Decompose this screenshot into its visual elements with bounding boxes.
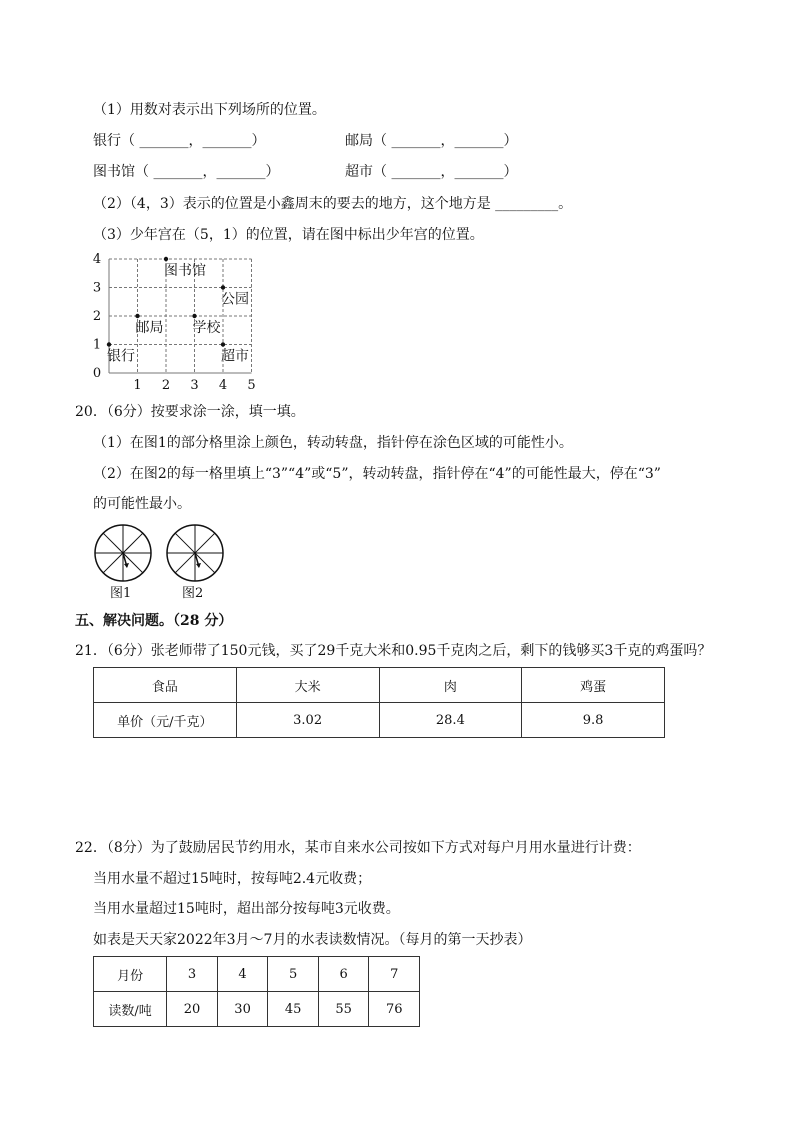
table-header-row (94, 957, 420, 992)
place-label: 邮局 (135, 320, 164, 336)
table-cell: 月份 (94, 957, 167, 992)
x-tick-label: 4 (218, 378, 228, 393)
table-cell: 30 (217, 992, 268, 1027)
table-cell: 45 (268, 992, 319, 1027)
place-label: 银行 (107, 348, 135, 365)
table-cell: 3 (167, 957, 218, 992)
q19-part1: （1）用数对表示出下列场所的位置。 (93, 102, 326, 118)
spinner-pointer-arrowhead (196, 563, 201, 568)
fig1-label: 图1 (110, 586, 132, 601)
q21-price-table (93, 667, 665, 738)
q22-meter-table (93, 956, 420, 1027)
table-cell: 5 (268, 957, 319, 992)
y-tick-label: 3 (92, 280, 102, 296)
table-cell: 大米 (236, 668, 379, 703)
place-label: 超市 (221, 348, 249, 365)
q22-rule2: 当用水量超过15吨时，超出部分按每吨3元收费。 (93, 901, 400, 917)
q19-library-blank: 图书馆（ _______，_______） (93, 164, 280, 180)
y-tick-label: 1 (92, 337, 102, 353)
table-cell: 单价（元/千克） (94, 703, 237, 738)
q20-title: 20．（6分）按要求涂一涂，填一填。 (75, 404, 305, 420)
table-cell: 28.4 (379, 703, 522, 738)
table-cell: 6 (318, 957, 369, 992)
q19-part2: （2）（4，3）表示的位置是小鑫周末的要去的地方，这个地方是 _________。 (93, 196, 573, 212)
place-label: 图书馆 (164, 263, 206, 279)
table-row (94, 992, 420, 1027)
section5-title: 五、解决问题。（28 分） (75, 613, 233, 629)
table-cell: 76 (369, 992, 420, 1027)
q21-text: 21．（6分）张老师带了150元钱，买了29千克大米和0.95千克肉之后，剩下的钱够买3千克的鸡蛋吗？ (75, 643, 712, 659)
fig2-label: 图2 (182, 586, 204, 601)
q20-part2-line1: （2）在图2的每一格里填上“3”“4”或“5”，转动转盘，指针停在“4”的可能性最大，停在“3” (93, 466, 661, 482)
q19-bank-blank: 银行（ _______，_______） (93, 133, 266, 149)
y-tick-label: 4 (92, 252, 102, 267)
table-cell: 读数/吨 (94, 992, 167, 1027)
q22-rule1: 当用水量不超过15吨时，按每吨2.4元收费； (93, 871, 372, 887)
table-cell: 3.02 (236, 703, 379, 738)
spinner-pointer-arrowhead (124, 563, 129, 568)
table-cell: 食品 (94, 668, 237, 703)
table-cell: 9.8 (522, 703, 665, 738)
x-tick-label: 2 (161, 378, 171, 393)
place-label: 公园 (221, 291, 249, 308)
q19-post-blank: 邮局（ _______，_______） (345, 133, 518, 149)
table-cell: 4 (217, 957, 268, 992)
q19-market-blank: 超市（ _______，_______） (345, 164, 518, 180)
place-label: 学校 (192, 320, 221, 336)
x-tick-label: 1 (133, 378, 142, 393)
q20-part1: （1）在图1的部分格里涂上颜色，转动转盘，指针停在涂色区域的可能性小。 (93, 435, 573, 451)
q19-part3: （3）少年宫在（5，1）的位置，请在图中标出少年宫的位置。 (93, 227, 484, 243)
table-cell: 7 (369, 957, 420, 992)
q22-text: 22．（8分）为了鼓励居民节约用水，某市自来水公司按如下方式对每户月用水量进行计费： (75, 840, 641, 856)
q22-table-intro: 如表是天天家2022年3月～7月的水表读数情况。（每月的第一天抄表） (93, 932, 532, 948)
table-cell: 20 (167, 992, 218, 1027)
y-tick-label: 0 (92, 366, 102, 381)
x-tick-label: 3 (190, 378, 199, 393)
q20-part2-line2: 的可能性最小。 (93, 496, 191, 512)
table-row (94, 703, 665, 738)
table-header-row (94, 668, 665, 703)
y-tick-label: 2 (92, 309, 102, 324)
x-tick-label: 5 (247, 378, 256, 393)
table-cell: 肉 (379, 668, 522, 703)
table-cell: 55 (318, 992, 369, 1027)
table-cell: 鸡蛋 (522, 668, 665, 703)
